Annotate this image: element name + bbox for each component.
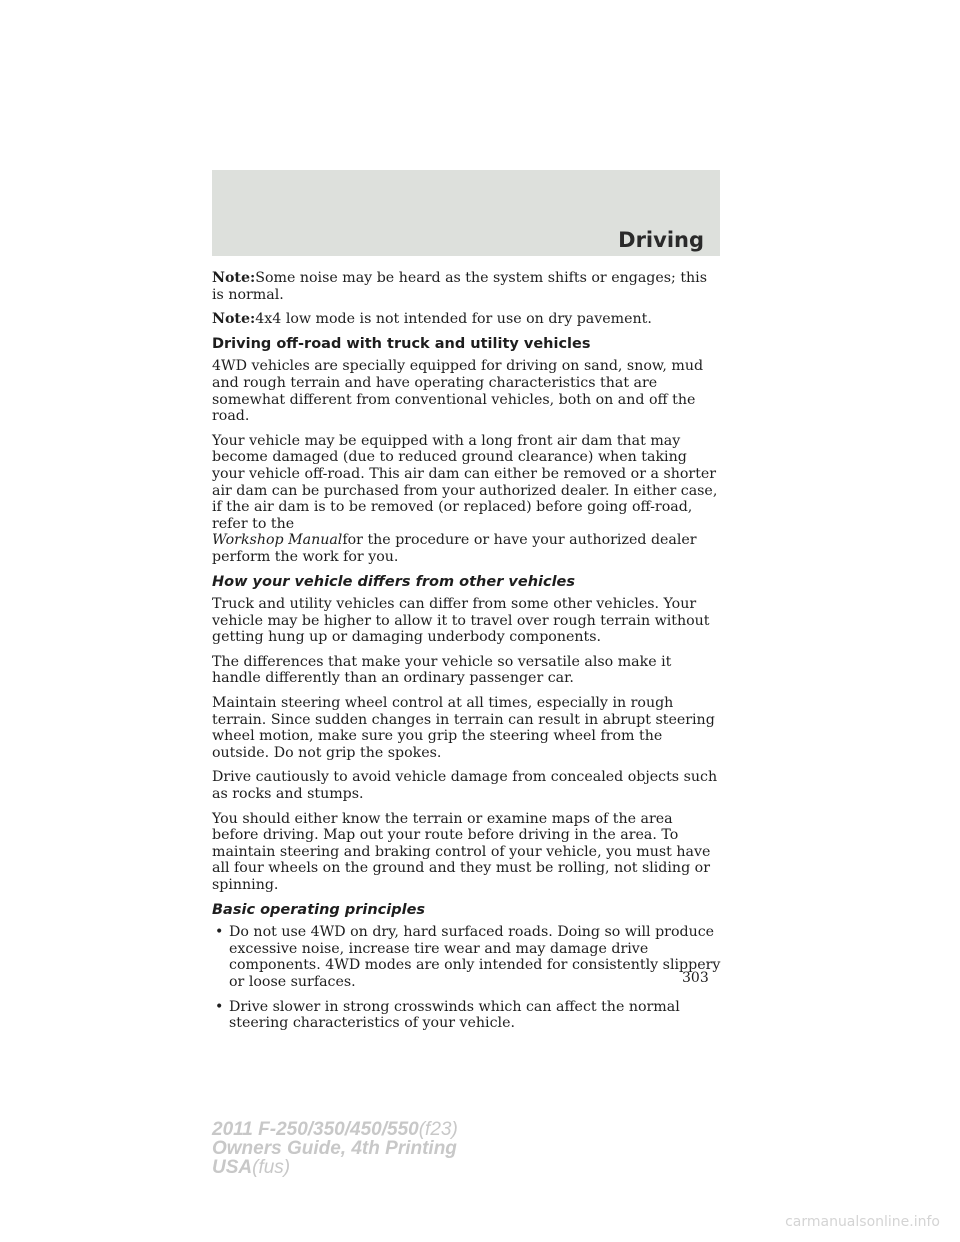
footer-market: USA xyxy=(212,1157,253,1178)
bullet-icon: • xyxy=(215,998,224,1015)
footer-line-2 xyxy=(212,1139,458,1158)
heading-off-road: Driving off-road with truck and utility vehicles xyxy=(212,335,591,352)
footer-edition: Owners Guide, 4th Printing xyxy=(212,1138,457,1159)
note-4x4-low xyxy=(212,311,722,328)
air-dam-text-continued: for the procedure or have your authorized dealer perform the work for you. xyxy=(212,532,697,565)
heading-vehicle-differs: How your vehicle differs from other vehicles xyxy=(212,573,576,590)
note-shift-noise xyxy=(212,270,722,303)
list-item xyxy=(212,999,722,1032)
page-body xyxy=(212,270,722,1040)
site-watermark: carmanualsonline.info xyxy=(785,1214,940,1230)
note-text: 4x4 low mode is not intended for use on dry pavement. xyxy=(255,311,652,328)
list-item xyxy=(212,924,722,990)
footer-line-3 xyxy=(212,1158,458,1177)
air-dam-text: Your vehicle may be equipped with a long front air dam that may become damaged (due to reduced ground clearance) when taking your vehicle off-road. This air dam can either be removed or a shorter air dam can be purchased from your authorized dealer. In either case, if the air dam is to be removed (or replaced) before going off-road, refer to the xyxy=(212,432,718,532)
paragraph-air-dam xyxy=(212,433,722,566)
note-text: Some noise may be heard as the system shifts or engages; this is normal. xyxy=(212,270,708,303)
workshop-manual-reference: Workshop Manual xyxy=(212,532,343,549)
bullet-icon: • xyxy=(215,924,224,941)
paragraph-differs-2: The differences that make your vehicle so versatile also make it handle differently than an ordinary passenger car. xyxy=(212,653,672,687)
principles-list xyxy=(212,924,722,1032)
bullet-text: Do not use 4WD on dry, hard surfaced roads. Doing so will produce excessive noise, increase tire wear and may damage drive components. 4WD modes are only intended for consistently slippery or loose surfaces. xyxy=(229,924,721,990)
document-footer xyxy=(212,1120,458,1177)
bullet-text: Drive slower in strong crosswinds which can affect the normal steering characteristics of your vehicle. xyxy=(229,998,680,1032)
paragraph-differs-3: Maintain steering wheel control at all times, especially in rough terrain. Since sudden changes in terrain can result in abrupt steering wheel motion, make sure you grip the steering wheel from the outside. Do not grip the spokes. xyxy=(212,695,715,761)
note-label: Note: xyxy=(212,270,256,286)
paragraph-differs-4: Drive cautiously to avoid vehicle damage from concealed objects such as rocks and stumps. xyxy=(212,769,718,803)
page-number: 303 xyxy=(682,970,709,986)
footer-code: (f23) xyxy=(418,1119,458,1140)
paragraph-4wd-equipped: 4WD vehicles are specially equipped for driving on sand, snow, mud and rough terrain and have operating characteristics that are somewhat different from conventional vehicles, both on and off the road. xyxy=(212,358,704,425)
paragraph-differs-1: Truck and utility vehicles can differ from some other vehicles. Your vehicle may be higher to allow it to travel over rough terrain without getting hung up or damaging underbody components. xyxy=(212,596,710,646)
footer-line-1 xyxy=(212,1120,458,1139)
section-title: Driving xyxy=(618,228,704,252)
heading-basic-principles: Basic operating principles xyxy=(212,901,426,918)
paragraph-differs-5: You should either know the terrain or examine maps of the area before driving. Map out your route before driving in the area. To maintain steering and braking control of your vehicle, you must have all four wheels on the ground and they must be rolling, not sliding or spinning. xyxy=(212,810,711,893)
footer-model: 2011 F-250/350/450/550 xyxy=(212,1119,419,1140)
footer-market-code: (fus) xyxy=(252,1157,291,1178)
section-header-band xyxy=(212,170,720,256)
note-label: Note: xyxy=(212,311,256,328)
